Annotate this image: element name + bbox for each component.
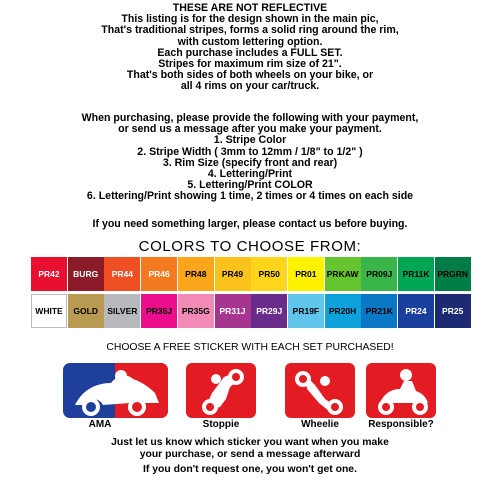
color-swatch-prkaw: PRKAW — [325, 257, 361, 291]
color-swatch-pr35g: PR35G — [178, 294, 214, 328]
purchase-line: When purchasing, please provide the following with your payment, — [81, 112, 419, 124]
sitting-rider-icon — [366, 363, 436, 418]
color-swatch-pr01: PR01 — [288, 257, 324, 291]
intro-line: THESE ARE NOT REFLECTIVE — [172, 2, 328, 14]
color-swatch-pr50: PR50 — [251, 257, 287, 291]
footer-line: your purchase, or send a message afterward — [139, 448, 361, 460]
colors-heading: COLORS TO CHOOSE FROM: — [138, 238, 362, 255]
larger-size-note: If you need something larger, please contact us before buying. — [92, 218, 408, 230]
intro-line: That's traditional stripes, forms a solid ring around the rim, — [101, 24, 399, 37]
purchase-line: 6. Lettering/Print showing 1 time, 2 times or 4 times on each side — [86, 190, 414, 203]
intro-text — [0, 3, 500, 93]
color-swatch-pr46: PR46 — [141, 257, 177, 291]
purchase-instructions — [0, 113, 500, 203]
stoppie-rider-icon — [186, 363, 256, 418]
color-swatch-pr11k: PR11K — [398, 257, 434, 291]
ama-racer-icon — [63, 363, 168, 418]
intro-line: This listing is for the design shown in the main pic, — [121, 13, 379, 26]
intro-line: all 4 rims on your car/truck. — [180, 80, 320, 93]
purchase-line: 2. Stripe Width ( 3mm to 12mm / 1/8" to 1/2" ) — [137, 145, 363, 158]
purchase-line: 4. Lettering/Print — [207, 168, 293, 181]
color-swatch-pr35j: PR35J — [141, 294, 177, 328]
intro-line: Stripes for maximum rim size of 21". — [158, 58, 342, 71]
color-swatch-pr42: PR42 — [31, 257, 67, 291]
wheelie-rider-icon — [285, 363, 355, 418]
color-swatch-pr24: PR24 — [398, 294, 434, 328]
color-swatch-pr20h: PR20H — [325, 294, 361, 328]
color-swatch-grid — [31, 257, 471, 329]
intro-line: That's both sides of both wheels on your bike, or — [126, 69, 374, 82]
sticker-label-ama: AMA — [88, 419, 112, 430]
intro-line: Each purchase includes a FULL SET. — [157, 46, 343, 59]
color-swatch-pr44: PR44 — [104, 257, 140, 291]
intro-line: with custom lettering option. — [177, 35, 323, 48]
color-swatch-pr49: PR49 — [215, 257, 251, 291]
color-swatch-pr19f: PR19F — [288, 294, 324, 328]
color-swatch-silver: SILVER — [104, 294, 140, 328]
color-swatch-gold: GOLD — [68, 294, 104, 328]
sticker-heading: CHOOSE A FREE STICKER WITH EACH SET PURCHASED! — [106, 342, 394, 353]
purchase-line: or send us a message after you make your payment. — [118, 123, 382, 136]
purchase-line: 3. Rim Size (specify front and rear) — [162, 156, 338, 169]
color-swatch-pr09j: PR09J — [361, 257, 397, 291]
sticker-label-wheelie: Wheelie — [301, 419, 339, 430]
footer-line: Just let us know which sticker you want when you make — [111, 437, 389, 448]
purchase-line: 1. Stripe Color — [213, 134, 287, 147]
purchase-line: 5. Lettering/Print COLOR — [187, 179, 313, 192]
sticker-label-responsible: Responsible? — [368, 419, 434, 430]
sticker-instructions — [0, 437, 500, 460]
footer-last-line: If you don't request one, you won't get one. — [143, 464, 357, 475]
color-swatch-pr25: PR25 — [435, 294, 471, 328]
color-swatch-pr48: PR48 — [178, 257, 214, 291]
sticker-label-stoppie: Stoppie — [202, 419, 240, 430]
color-swatch-pr29j: PR29J — [251, 294, 287, 328]
color-swatch-prgrn: PRGRN — [435, 257, 471, 291]
color-swatch-burg: BURG — [68, 257, 104, 291]
color-swatch-pr21k: PR21K — [361, 294, 397, 328]
color-swatch-white: WHITE — [31, 294, 67, 328]
color-swatch-pr31j: PR31J — [215, 294, 251, 328]
